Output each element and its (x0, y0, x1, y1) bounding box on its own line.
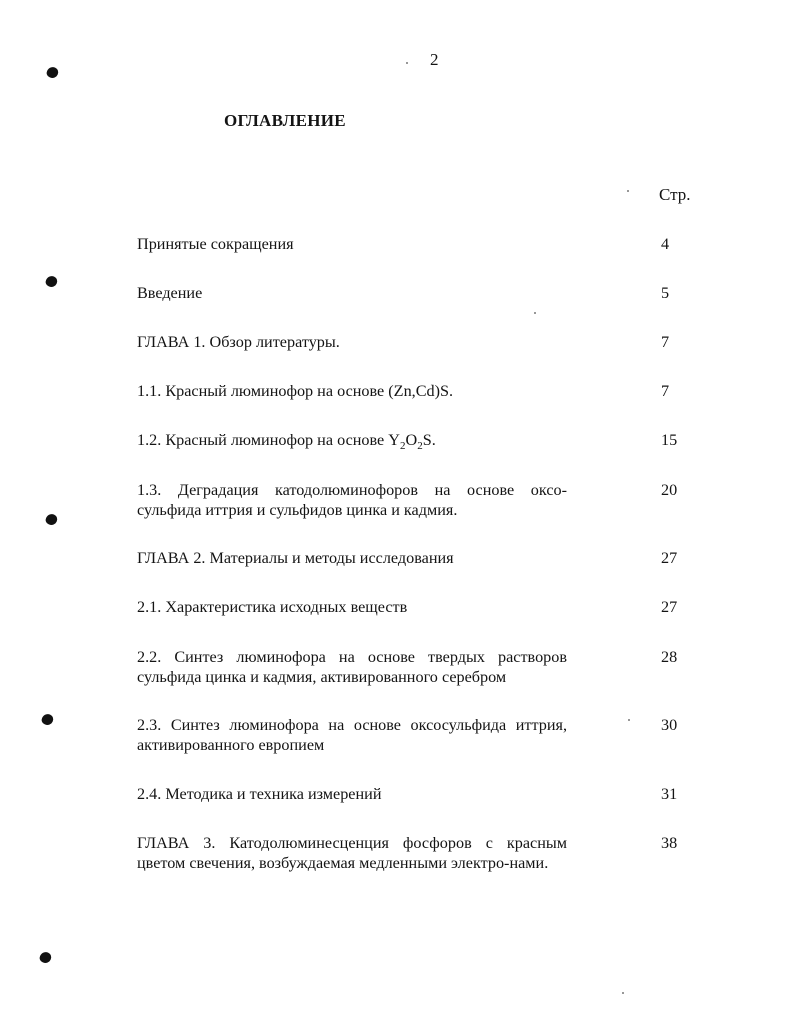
toc-entry-text: ГЛАВА 3. Катодолюминесценция фосфоров с красным цветом свечения, возбуждаемая медленными электро-нами. (137, 834, 567, 872)
toc-entry-page: 31 (661, 785, 678, 803)
scan-speck (406, 62, 408, 64)
toc-entry-page: 28 (661, 648, 678, 666)
toc-entry-page: 27 (661, 549, 678, 567)
toc-entry-text: ГЛАВА 1. Обзор литературы. (137, 333, 340, 351)
page-number: 2 (430, 50, 439, 69)
subscript: 2 (417, 440, 423, 453)
toc-entry-text: ГЛАВА 2. Материалы и методы исследования (137, 549, 454, 567)
scan-speck (534, 312, 536, 314)
toc-entry-text: 1.1. Красный люминофор на основе (Zn,Cd)S. (137, 382, 454, 400)
punch-hole-mark (44, 274, 59, 289)
toc-entry-page: 27 (661, 598, 678, 616)
toc-entry-text: 2.2. Синтез люминофора на основе твердых растворов сульфида цинка и кадмия, активированного серебром (137, 648, 567, 686)
subscript: 2 (399, 440, 406, 453)
scan-speck (628, 719, 630, 721)
page-column-header: Стр. (659, 185, 691, 204)
toc-entry-page: 7 (661, 382, 670, 400)
toc-entry-text-part: S. (422, 431, 436, 449)
scan-speck (622, 992, 624, 994)
toc-entry-text: 2.1. Характеристика исходных веществ (137, 598, 408, 616)
toc-entry-text: 1.3. Деградация катодолюминофоров на основе оксо-сульфида иттрия и сульфидов цинка и кадмия. (137, 481, 567, 519)
toc-entry-page: 38 (661, 834, 678, 852)
punch-hole-mark (40, 712, 55, 727)
punch-hole-mark (45, 65, 60, 80)
toc-entry-page: 15 (661, 431, 678, 449)
toc-entry-page: 5 (661, 284, 670, 302)
toc-entry-text (137, 430, 567, 456)
toc-entry-text: Принятые сокращения (137, 235, 294, 253)
toc-entry-page: 20 (661, 481, 678, 499)
toc-entry-text-part: O (405, 431, 418, 449)
toc-entry-page: 4 (661, 235, 670, 253)
toc-entry-text: 2.3. Синтез люминофора на основе оксосульфида иттрия, активированного европием (137, 716, 567, 754)
toc-entry-text: Введение (137, 284, 203, 302)
toc-entry-text: 2.4. Методика и техника измерений (137, 785, 382, 803)
toc-entry-text-part: 1.2. Красный люминофор на основе Y (137, 431, 400, 449)
punch-hole-mark (44, 512, 59, 527)
punch-hole-mark (38, 950, 53, 965)
toc-entry-page: 7 (661, 333, 670, 351)
scan-speck (627, 190, 629, 192)
toc-entry-page: 30 (661, 716, 678, 734)
page-title: ОГЛАВЛЕНИЕ (224, 111, 346, 130)
